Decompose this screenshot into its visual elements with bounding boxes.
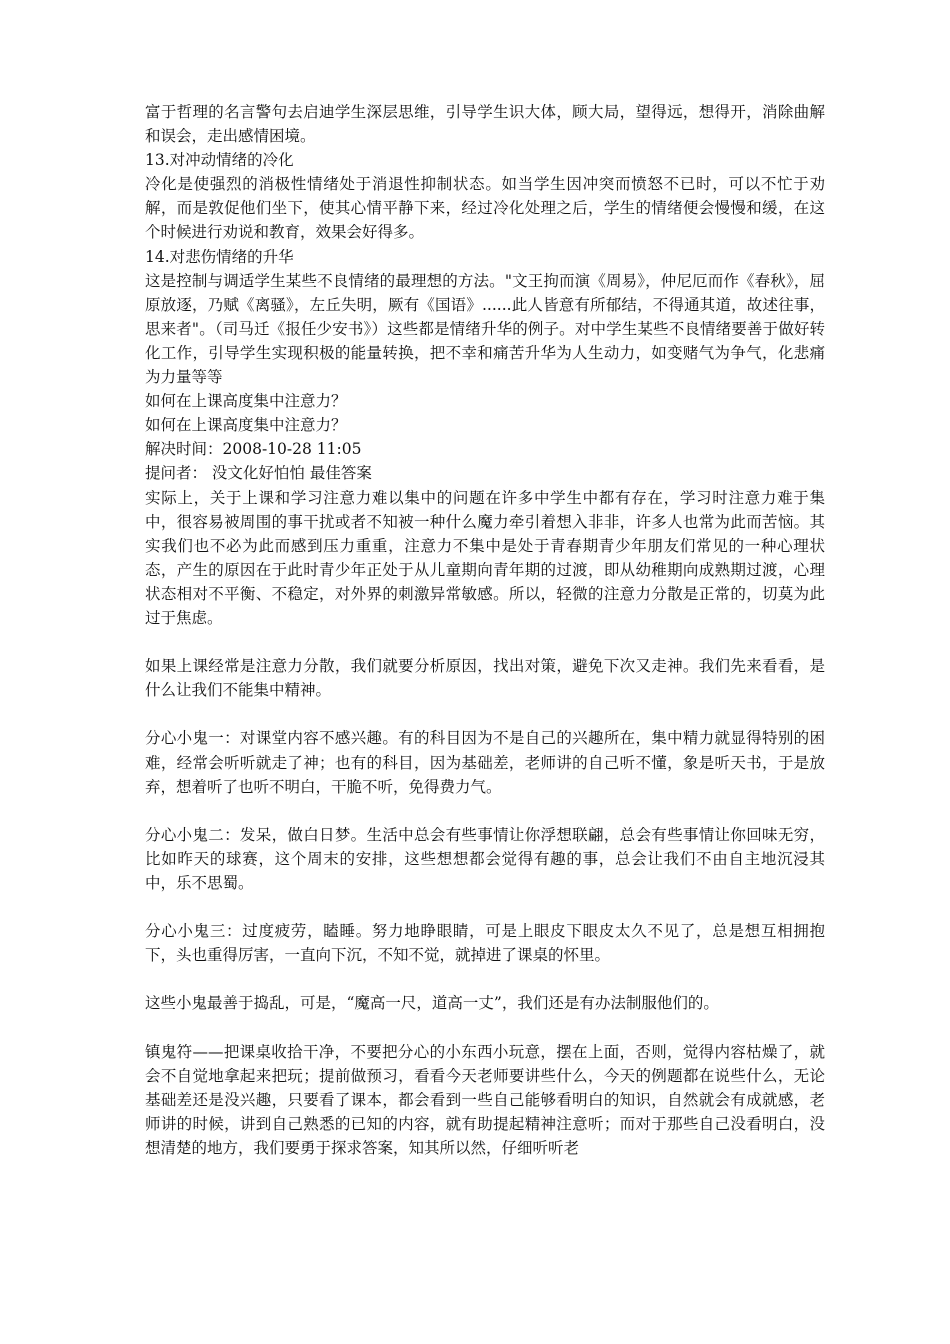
question-title-repeat: 如何在上课高度集中注意力？ — [145, 416, 347, 435]
answer-paragraph-intro: 实际上，关于上课和学习注意力难以集中的问题在许多中学生中都有存在，学习时注意力难于集中，很容易被周围的事干扰或者不知被一种什么魔力牵引着想入非非，许多人也常为此而苦恼。其实我们也不必为此而感到压力重重，注意力不集中是处于青春期青少年朋友们常见的一种心理状态，产生的原因在于此时青少年正处于从儿童期向青年期的过渡，即从幼稚期向成熟期过渡，心理状态相对不平衡、不稳定，对外界的刺激异常敏感。所以，轻微的注意力分散是正常的，切莫为此过于焦虑。 — [145, 488, 825, 627]
answer-paragraph-distraction-one: 分心小鬼一：对课堂内容不感兴趣。有的科目因为不是自己的兴趣所在，集中精力就显得特别的困难，经常会听听就走了神；也有的科目，因为基础差，老师讲的自己听不懂，象是听天书，于是放弃，想着听了也听不明白，干脆不听，免得费力气。 — [145, 729, 825, 796]
answer-paragraph-transition: 这些小鬼最善于捣乱，可是，“魔高一尺，道高一丈”，我们还是有办法制服他们的。 — [145, 994, 719, 1013]
heading-cooling-impulsive-emotion: 13.对冲动情绪的冷化 — [145, 151, 294, 170]
blank-line — [145, 630, 825, 654]
blank-line — [145, 1016, 825, 1040]
blank-line — [145, 967, 825, 991]
document-body — [145, 100, 825, 1160]
paragraph-intro-continuation: 富于哲理的名言警句去启迪学生深层思维，引导学生识大体，顾大局，望得远，想得开，消除曲解和误会，走出感情困境。 — [145, 103, 825, 146]
paragraph-sublimation: 这是控制与调适学生某些不良情绪的最理想的方法。"文王拘而演《周易》，仲尼厄而作《春秋》，屈原放逐，乃赋《离骚》，左丘失明，厥有《国语》......此人皆意有所郁结，不得通其道，故述往事，思来者"。（司马迁《报任少安书》）这些都是情绪升华的例子。对中学生某些不良情绪要善于做好转化工作，引导学生实现积极的能量转换，把不幸和痛苦升华为人生动力，如变赌气为争气，化悲痛为力量等等 — [145, 271, 825, 387]
paragraph-cooling: 冷化是使强烈的消极性情绪处于消退性抑制状态。如当学生因冲突而愤怒不已时，可以不忙于劝解，而是敦促他们坐下，使其心情平静下来，经过冷化处理之后，学生的情绪便会慢慢和缓，在这个时候进行劝说和教育，效果会好得多。 — [145, 175, 825, 242]
asker-line: 提问者： 没文化好怕怕 最佳答案 — [145, 464, 372, 483]
answer-paragraph-distraction-three: 分心小鬼三：过度疲劳，瞌睡。努力地睁眼睛，可是上眼皮下眼皮太久不见了，总是想互相拥抱下，头也重得厉害，一直向下沉，不知不觉，就掉进了课桌的怀里。 — [145, 922, 825, 965]
blank-line — [145, 799, 825, 823]
answer-paragraph-analysis: 如果上课经常是注意力分散，我们就要分析原因，找出对策，避免下次又走神。我们先来看看，是什么让我们不能集中精神。 — [145, 657, 825, 700]
answer-paragraph-distraction-two: 分心小鬼二：发呆，做白日梦。生活中总会有些事情让你浮想联翩，总会有些事情让你回味无穷，比如昨天的球赛，这个周末的安排，这些想想都会觉得有趣的事，总会让我们不由自主地沉浸其中，乐不思蜀。 — [145, 825, 825, 892]
blank-line — [145, 895, 825, 919]
resolved-time: 解决时间：2008-10-28 11:05 — [145, 440, 362, 459]
blank-line — [145, 702, 825, 726]
question-title: 如何在上课高度集中注意力？ — [145, 392, 347, 411]
answer-paragraph-remedy: 镇鬼符——把课桌收拾干净，不要把分心的小东西小玩意，摆在上面，否则，觉得内容枯燥了，就会不自觉地拿起来把玩；提前做预习，看看今天老师要讲些什么，今天的例题都在说些什么，无论基础差还是没兴趣，只要看了课本，都会看到一些自己能够看明白的知识，自然就会有成就感，老师讲的时候，讲到自己熟悉的已知的内容，就有助提起精神注意听；而对于那些自己没看明白，没想清楚的地方，我们要勇于探求答案，知其所以然，仔细听听老 — [145, 1042, 825, 1158]
heading-sublimation-of-grief: 14.对悲伤情绪的升华 — [145, 247, 294, 266]
